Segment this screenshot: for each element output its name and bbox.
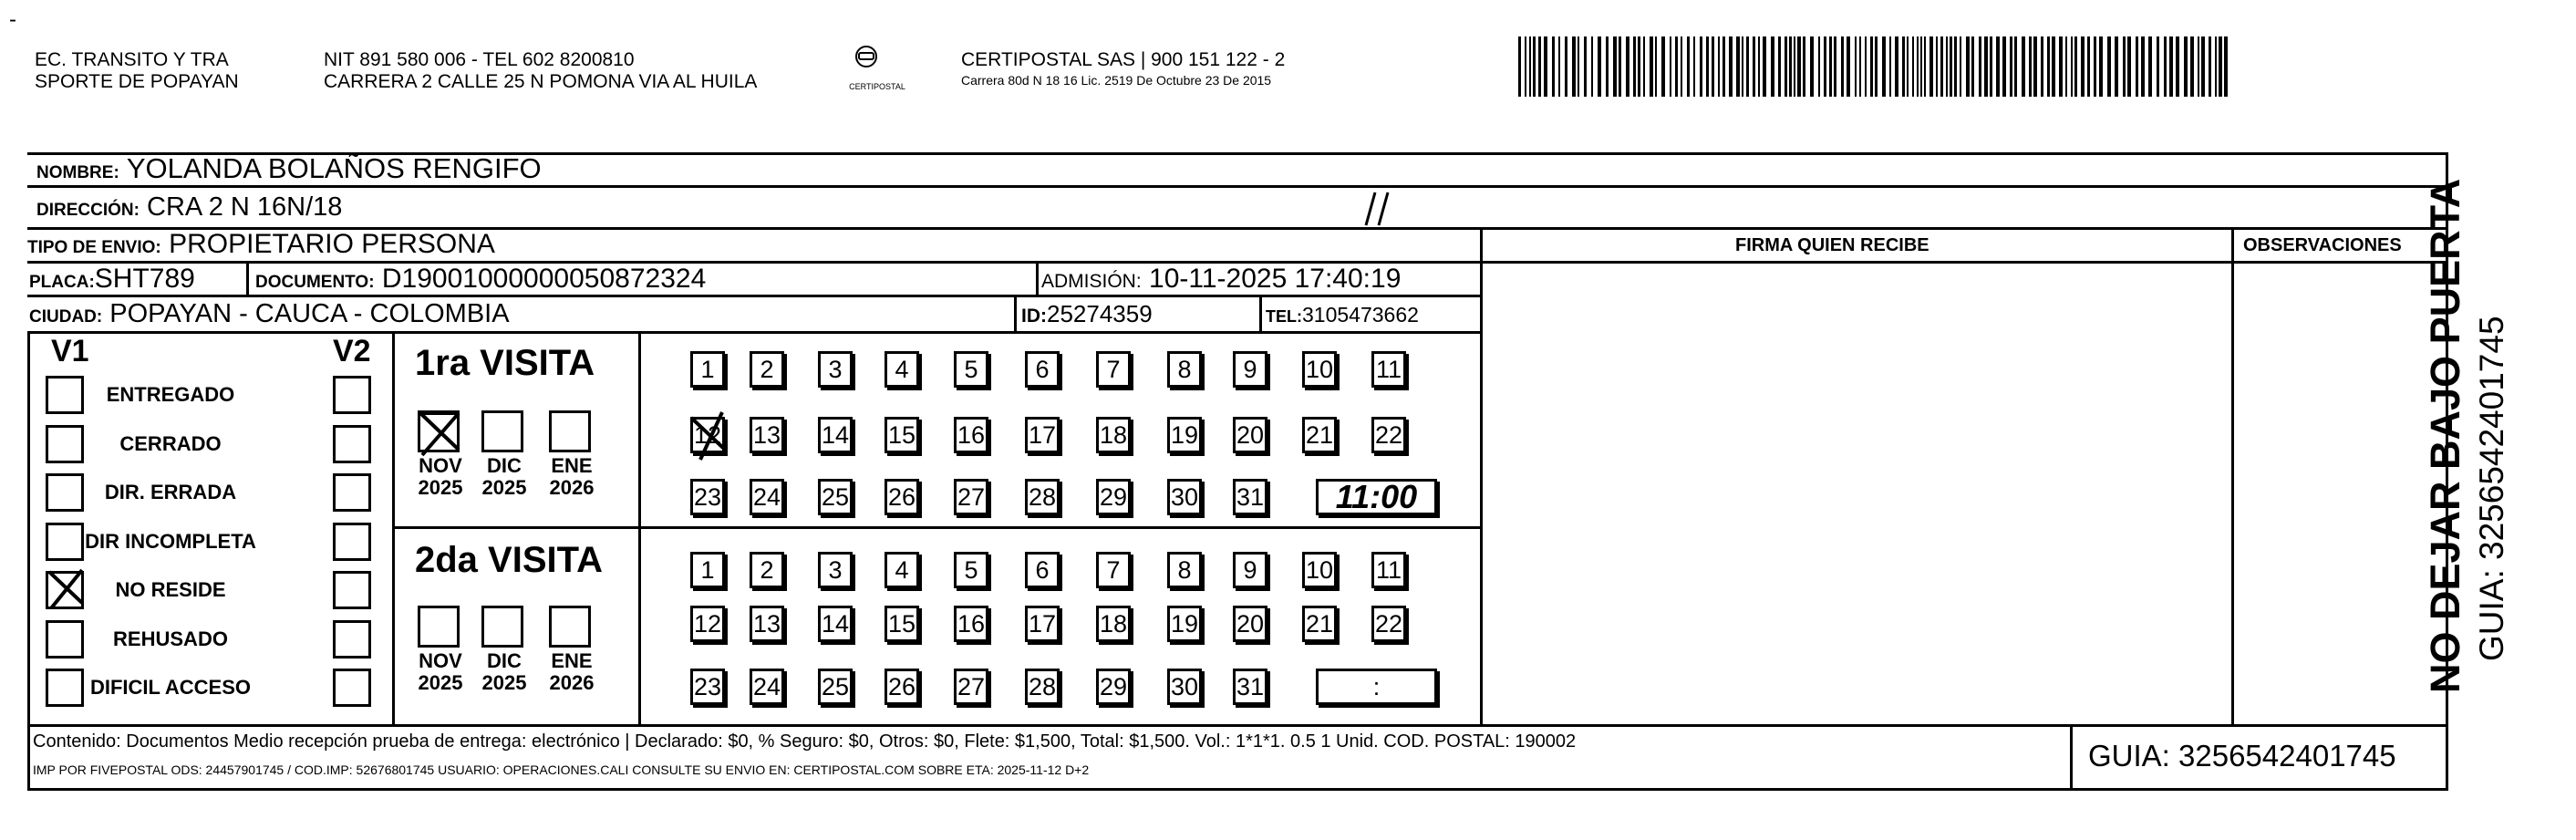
footer-guia: GUIA: 3256542401745 [2088, 739, 2396, 773]
divider-obs [2231, 227, 2234, 727]
barcode-bar [1971, 36, 1974, 97]
barcode-bar [1966, 36, 1970, 97]
barcode-bar [2219, 36, 2222, 97]
barcode-bar [2094, 36, 2096, 97]
barcode-bar [2065, 36, 2067, 97]
placa-field [29, 264, 195, 298]
barcode-bar [1746, 36, 1749, 97]
nit-line-1: NIT 891 580 006 - TEL 602 8200810 [324, 49, 635, 70]
barcode-bar [2148, 36, 2152, 97]
barcode-bar [2164, 36, 2167, 97]
day-cell[interactable]: 19 [1167, 606, 1202, 642]
day-cell[interactable]: 18 [1096, 417, 1131, 453]
day-cell[interactable]: 30 [1167, 479, 1202, 515]
barcode-bar [1712, 36, 1714, 97]
barcode-bar [1718, 36, 1720, 97]
barcode-bar [1984, 36, 1988, 97]
barcode-bar [1834, 36, 1836, 97]
barcode-bar [1675, 36, 1678, 97]
day-cell[interactable]: 14 [818, 606, 853, 642]
double-slash-mark [1350, 187, 1404, 233]
placa-value: SHT789 [94, 264, 195, 294]
tipo-label: TIPO DE ENVIO: [27, 238, 161, 257]
direccion-value: CRA 2 N 16N/18 [147, 192, 343, 222]
rule-bottom [27, 788, 2447, 791]
month-year: 2025 [481, 476, 527, 499]
footer-line-2: IMP POR FIVEPOSTAL ODS: 24457901745 / COD.IMP: 52676801745 USUARIO: OPERACIONES.CALI CONSULTE SU ENVIO EN: CERTIPOSTAL.COM SOBRE ETA: 2025-11-12 D+2 [33, 762, 1090, 777]
status-label: DIR INCOMPLETA [85, 529, 256, 553]
day-cell[interactable]: 13 [750, 417, 784, 453]
day-cell[interactable]: 31 [1233, 669, 1267, 705]
barcode-bar [2029, 36, 2032, 97]
day-cell[interactable]: 1 [690, 552, 725, 588]
day-cell[interactable]: 10 [1302, 351, 1337, 388]
nombre-value: YOLANDA BOLAÑOS RENGIFO [126, 152, 542, 184]
day-cell[interactable]: 24 [750, 669, 784, 705]
barcode-bar [1875, 36, 1878, 97]
day-cell[interactable]: 25 [818, 479, 853, 515]
barcode-bar [2107, 36, 2111, 97]
company-line-1: CERTIPOSTAL SAS | 900 151 122 - 2 [961, 49, 1286, 70]
nit-block [324, 49, 757, 93]
day-cell[interactable]: 11 [1371, 351, 1406, 388]
nombre-field [36, 153, 542, 189]
day-cell[interactable]: 2 [750, 351, 784, 388]
day-cell[interactable]: 4 [885, 552, 919, 588]
barcode-bar [1606, 36, 1609, 97]
barcode-bar [1912, 36, 1914, 97]
month-year: 2026 [549, 476, 595, 499]
barcode-bar [1655, 36, 1657, 97]
sender-line-2: SPORTE DE POPAYAN [35, 71, 239, 92]
barcode-bar [1613, 36, 1617, 97]
month-checkbox[interactable] [481, 410, 523, 452]
barcode-bar [1591, 36, 1593, 97]
day-cell[interactable]: 20 [1233, 417, 1267, 453]
barcode-bar [1803, 36, 1805, 97]
barcode-bar [2071, 36, 2073, 97]
day-cell[interactable]: 5 [954, 552, 988, 588]
barcode-bar [2224, 36, 2228, 97]
day-cell[interactable]: 4 [885, 351, 919, 388]
visit1-title: 1ra VISITA [415, 343, 595, 383]
documento-field [255, 264, 706, 298]
barcode-bar [1859, 36, 1861, 97]
day-cell[interactable]: 19 [1167, 417, 1202, 453]
day-cell[interactable]: 17 [1025, 417, 1060, 453]
barcode-bar [1565, 36, 1567, 97]
id-field [1021, 299, 1153, 331]
barcode-bar [2014, 36, 2017, 97]
month-checkbox[interactable] [418, 410, 460, 452]
time-box[interactable]: : [1316, 669, 1437, 705]
barcode-bar [1552, 36, 1555, 97]
barcode-bar [1940, 36, 1943, 97]
barcode-bar [1753, 36, 1755, 97]
barcode-bar [2157, 36, 2159, 97]
barcode-bar [1789, 36, 1792, 97]
barcode-bar [1794, 36, 1795, 97]
barcode-bar [1626, 36, 1629, 97]
ciudad-value: POPAYAN - CAUCA - COLOMBIA [109, 299, 510, 328]
nit-line-2: CARRERA 2 CALLE 25 N POMONA VIA AL HUILA [324, 71, 758, 92]
barcode-bar [1736, 36, 1740, 97]
month-checkbox[interactable] [549, 410, 591, 452]
day-cell[interactable]: 5 [954, 351, 988, 388]
barcode-bar [1895, 36, 1898, 97]
day-cell[interactable]: 22 [1371, 417, 1406, 453]
time-box[interactable]: 11:00 [1316, 479, 1437, 515]
day-cell[interactable]: 28 [1025, 669, 1060, 705]
ciudad-field [29, 298, 510, 333]
barcode-bar [2190, 36, 2194, 97]
barcode-bar [1650, 36, 1653, 97]
barcode-bar [1763, 36, 1766, 97]
barcode-bar [1533, 36, 1536, 97]
status-label: NO RESIDE [115, 578, 226, 601]
barcode-bar [1960, 36, 1961, 97]
day-number: 12 [693, 421, 722, 449]
status-v2-checkbox[interactable] [333, 620, 371, 659]
month-checkbox[interactable] [418, 606, 460, 648]
day-cell[interactable]: 8 [1167, 351, 1202, 388]
barcode-bar [2010, 36, 2012, 97]
barcode-bar [1619, 36, 1621, 97]
barcode-bar [1785, 36, 1787, 97]
barcode-bar [2052, 36, 2055, 97]
barcode-bar [1700, 36, 1702, 97]
barcode-bar [1865, 36, 1867, 97]
barcode-bar [1902, 36, 1905, 97]
status-v2-checkbox[interactable] [333, 523, 371, 561]
day-cell[interactable]: 9 [1233, 552, 1267, 588]
barcode-bar [1882, 36, 1886, 97]
barcode-bar [2059, 36, 2063, 97]
rule-firma-header [1480, 261, 2447, 264]
month-checkbox[interactable] [481, 606, 523, 648]
barcode-bar [1946, 36, 1948, 97]
divider-status [392, 331, 395, 727]
barcode-bar [1929, 36, 1933, 97]
month-checkbox[interactable] [549, 606, 591, 648]
v2-label: V2 [333, 334, 371, 368]
status-label: DIR. ERRADA [104, 481, 237, 503]
barcode-bar [2087, 36, 2090, 97]
barcode-bar [1529, 36, 1531, 97]
barcode-bar [1990, 36, 1992, 97]
day-cell[interactable]: 30 [1167, 669, 1202, 705]
day-cell[interactable]: 20 [1233, 606, 1267, 642]
direccion-field [36, 192, 342, 226]
barcode-bar [2201, 36, 2205, 97]
admision-field [1041, 264, 1401, 297]
barcode-bar [2041, 36, 2043, 97]
day-cell[interactable]: 15 [885, 417, 919, 453]
month-year: 2026 [549, 671, 595, 694]
day-cell[interactable]: 13 [750, 606, 784, 642]
status-v2-checkbox[interactable] [333, 376, 371, 414]
barcode-bar [1578, 36, 1579, 97]
barcode-bar [2127, 36, 2131, 97]
cross-mark-icon [688, 409, 733, 463]
barcode-bar [1518, 36, 1521, 97]
day-cell[interactable]: 17 [1025, 606, 1060, 642]
day-cell[interactable]: 7 [1096, 351, 1131, 388]
id-value: 25274359 [1047, 300, 1153, 327]
day-cell[interactable]: 23 [690, 669, 725, 705]
day-cell[interactable]: 26 [885, 479, 919, 515]
day-cell[interactable]: 3 [818, 552, 853, 588]
month-year: 2025 [418, 671, 463, 694]
day-cell[interactable]: 26 [885, 669, 919, 705]
day-cell[interactable]: 8 [1167, 552, 1202, 588]
barcode-bar [2074, 36, 2077, 97]
barcode-bar [2033, 36, 2037, 97]
month-label: NOV [419, 649, 462, 672]
tel-label: TEL: [1266, 307, 1302, 326]
barcode-bar [1841, 36, 1844, 97]
barcode-bar [1584, 36, 1587, 97]
barcode-bar [1598, 36, 1601, 97]
barcode-bar [2081, 36, 2085, 97]
id-label: ID: [1021, 306, 1047, 327]
barcode-bar [2141, 36, 2145, 97]
rule-dir-right [1391, 227, 2447, 230]
status-v2-checkbox[interactable] [333, 669, 371, 707]
day-cell[interactable] [690, 417, 725, 453]
barcode-bar [1544, 36, 1547, 97]
tel-field [1266, 302, 1419, 329]
day-cell[interactable]: 28 [1025, 479, 1060, 515]
day-cell[interactable]: 16 [954, 417, 988, 453]
tipo-field [27, 229, 495, 264]
day-cell[interactable]: 15 [885, 606, 919, 642]
day-cell[interactable]: 9 [1233, 351, 1267, 388]
observaciones-label: OBSERVACIONES [2243, 235, 2402, 255]
barcode-bar [1954, 36, 1957, 97]
day-cell[interactable]: 29 [1096, 479, 1131, 515]
divider-guia-box [2070, 724, 2073, 791]
barcode-bar [1661, 36, 1665, 97]
barcode-bar [1693, 36, 1695, 97]
tipo-value: PROPIETARIO PERSONA [169, 229, 495, 259]
day-cell[interactable]: 21 [1302, 606, 1337, 642]
barcode-bar [1643, 36, 1645, 97]
direccion-label: DIRECCIÓN: [36, 201, 140, 220]
status-label: REHUSADO [113, 627, 228, 650]
divider-firma [1480, 227, 1483, 727]
barcode-bar [1979, 36, 1981, 97]
month-label: ENE [551, 649, 593, 672]
barcode-bar [1742, 36, 1743, 97]
barcode-bar [2169, 36, 2173, 97]
barcode-bar [2184, 36, 2188, 97]
barcode-bar [2123, 36, 2126, 97]
divider-admision [1036, 261, 1039, 297]
rule-bottom-grid [27, 724, 2447, 727]
sender-block [35, 49, 239, 93]
barcode-bar [1889, 36, 1891, 97]
barcode-bar [1855, 36, 1857, 97]
day-cell[interactable]: 24 [750, 479, 784, 515]
certipostal-logo [841, 44, 914, 95]
barcode-bar [1687, 36, 1690, 97]
barcode-bar [1847, 36, 1850, 97]
barcode-bar [1797, 36, 1801, 97]
day-cell[interactable]: 16 [954, 606, 988, 642]
month-label: DIC [487, 454, 522, 477]
cross-mark-icon [415, 408, 464, 457]
barcode [1518, 36, 2229, 101]
barcode-bar [2198, 36, 2199, 97]
day-cell[interactable]: 2 [750, 552, 784, 588]
status-v2-checkbox[interactable] [333, 425, 371, 463]
status-label: DIFICIL ACCESO [89, 676, 251, 699]
month-label: NOV [419, 454, 462, 477]
documento-label: DOCUMENTO: [255, 273, 375, 292]
nombre-label: NOMBRE: [36, 163, 119, 182]
barcode-bar [1936, 36, 1938, 97]
barcode-bar [1681, 36, 1682, 97]
barcode-bar [1917, 36, 1919, 97]
day-cell[interactable]: 12 [690, 606, 725, 642]
status-label: CERRADO [119, 431, 222, 455]
day-cell[interactable]: 21 [1302, 417, 1337, 453]
barcode-bar [2022, 36, 2025, 97]
barcode-bar [1723, 36, 1725, 97]
barcode-bar [1558, 36, 1560, 97]
barcode-bar [1771, 36, 1774, 97]
rule-visits [392, 526, 1483, 529]
side-guia: GUIA: 3256542401745 [2473, 316, 2510, 661]
day-cell[interactable]: 29 [1096, 669, 1131, 705]
barcode-bar [2047, 36, 2050, 97]
barcode-bar [2002, 36, 2006, 97]
v1-label: V1 [51, 334, 89, 368]
day-cell[interactable]: 27 [954, 669, 988, 705]
day-cell[interactable]: 6 [1025, 351, 1060, 388]
barcode-bar [1525, 36, 1526, 97]
day-cell[interactable]: 1 [690, 351, 725, 388]
sender-line-1: EC. TRANSITO Y TRA [35, 49, 229, 70]
status-v2-checkbox[interactable] [333, 571, 371, 609]
barcode-bar [1907, 36, 1909, 97]
barcode-bar [1633, 36, 1636, 97]
barcode-bar [1572, 36, 1576, 97]
day-cell[interactable]: 18 [1096, 606, 1131, 642]
barcode-bar [1638, 36, 1640, 97]
documento-value: D19001000000050872324 [381, 264, 707, 294]
placa-label: PLACA: [29, 273, 95, 292]
barcode-bar [1729, 36, 1733, 97]
day-cell[interactable]: 14 [818, 417, 853, 453]
barcode-bar [2176, 36, 2179, 97]
admision-value: 10-11-2025 17:40:19 [1149, 264, 1402, 294]
barcode-bar [1670, 36, 1671, 97]
divider-visit [638, 331, 641, 727]
day-cell[interactable]: 3 [818, 351, 853, 388]
day-cell[interactable]: 22 [1371, 606, 1406, 642]
barcode-bar [1950, 36, 1952, 97]
day-cell[interactable]: 6 [1025, 552, 1060, 588]
stray-mark: - [9, 7, 16, 32]
day-cell[interactable]: 23 [690, 479, 725, 515]
barcode-bar [1818, 36, 1820, 97]
company-line-2: Carrera 80d N 18 16 Lic. 2519 De Octubre 23 De 2015 [961, 73, 1272, 88]
month-year: 2025 [481, 671, 527, 694]
side-warning: NO DEJAR BAJO PUERTA [2422, 178, 2468, 693]
barcode-bar [1538, 36, 1541, 97]
barcode-bar [1870, 36, 1873, 97]
barcode-bar [2099, 36, 2103, 97]
day-cell[interactable]: 25 [818, 669, 853, 705]
barcode-bar [2115, 36, 2118, 97]
month-year: 2025 [418, 476, 463, 499]
logo-text: CERTIPOSTAL [849, 82, 905, 91]
barcode-bar [1924, 36, 1926, 97]
barcode-bar [1920, 36, 1922, 97]
barcode-bar [2136, 36, 2138, 97]
company-block [961, 49, 1285, 89]
barcode-bar [2209, 36, 2211, 97]
divider-placa [246, 261, 249, 297]
admision-label: ADMISIÓN: [1041, 271, 1142, 292]
day-cell[interactable]: 31 [1233, 479, 1267, 515]
barcode-bar [1829, 36, 1832, 97]
status-v2-checkbox[interactable] [333, 473, 371, 512]
divider-tel [1259, 295, 1262, 331]
status-label: ENTREGADO [106, 383, 235, 406]
month-label: DIC [487, 649, 522, 672]
month-label: ENE [551, 454, 593, 477]
barcode-bar [1758, 36, 1760, 97]
barcode-bar [1810, 36, 1814, 97]
ciudad-label: CIUDAD: [29, 307, 103, 327]
firma-label: FIRMA QUIEN RECIBE [1735, 235, 1929, 255]
barcode-bar [1706, 36, 1709, 97]
barcode-bar [2215, 36, 2217, 97]
tel-value: 3105473662 [1302, 303, 1419, 327]
divider-id [1014, 295, 1017, 331]
day-cell[interactable]: 11 [1371, 552, 1406, 588]
day-cell[interactable]: 10 [1302, 552, 1337, 588]
visit2-title: 2da VISITA [415, 540, 603, 580]
barcode-bar [1824, 36, 1826, 97]
barcode-bar [1778, 36, 1781, 97]
footer-line-1: Contenido: Documentos Medio recepción prueba de entrega: electrónico | Declarado: $0, % Seguro: $0, Otros: $0, Flete: $1,500, Total: $1,500. Vol.: 1*1*1. 0.5 1 Unid. COD. POSTAL: 190002 [33, 731, 1577, 752]
day-cell[interactable]: 7 [1096, 552, 1131, 588]
barcode-bar [1996, 36, 2000, 97]
day-cell[interactable]: 27 [954, 479, 988, 515]
